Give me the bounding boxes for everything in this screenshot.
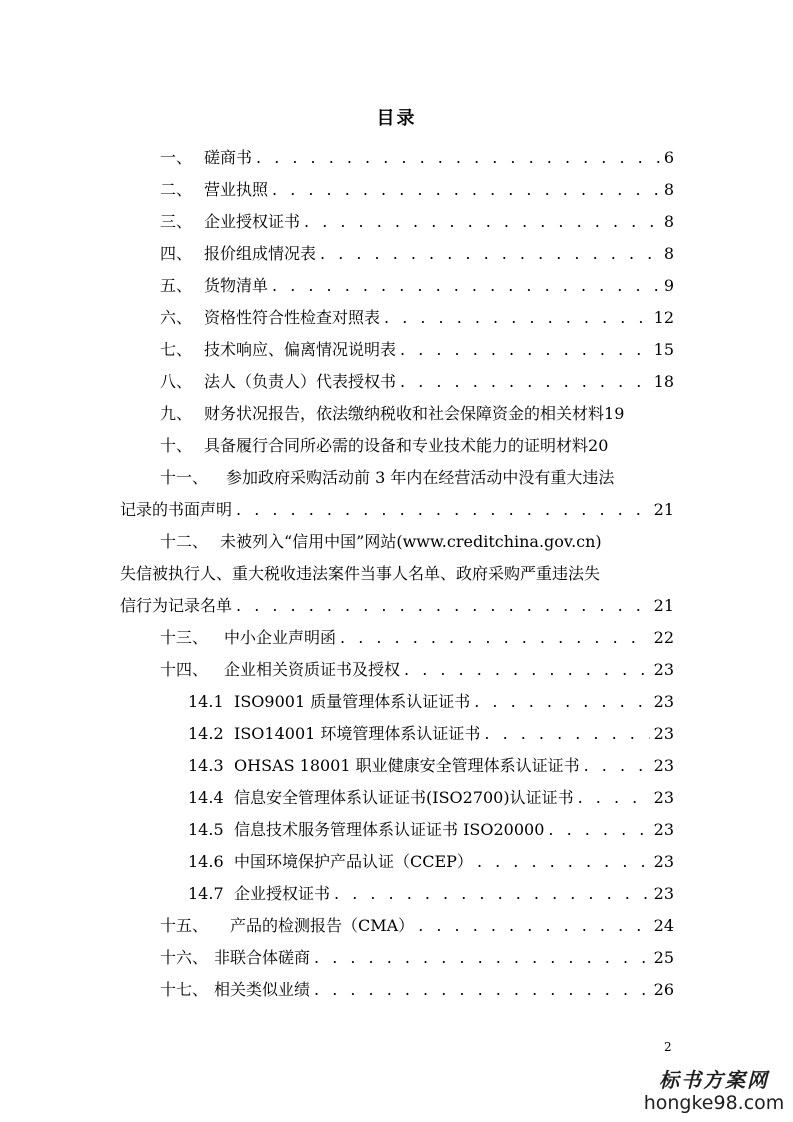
dot-leader	[256, 146, 660, 170]
toc-entry-number: 一、	[160, 148, 193, 167]
toc-subentry[interactable]	[188, 818, 674, 842]
toc-entry-text: 中小企业声明函	[224, 628, 337, 647]
toc-entry-text: 未被列入“信用中国”网站(www.creditchina.gov.cn)	[220, 532, 602, 551]
toc-entry-text: 信行为记录名单	[120, 596, 233, 615]
toc-entry-number: 十、	[160, 436, 193, 455]
toc-entry-page: 23	[653, 724, 674, 743]
toc-entry-number: 14.6	[188, 852, 224, 871]
toc-entry-page: 21	[653, 596, 674, 615]
toc-entry[interactable]	[160, 178, 674, 202]
toc-entry[interactable]	[120, 594, 674, 618]
toc-entry-number: 八、	[160, 372, 193, 391]
dot-leader	[548, 818, 649, 842]
dot-leader	[474, 690, 649, 714]
toc-entry-number: 十二、	[160, 532, 209, 551]
toc-entry[interactable]	[160, 434, 690, 458]
toc-entry-number: 三、	[160, 212, 193, 231]
toc-entry-text: 营业执照	[204, 180, 269, 199]
toc-entry-page: 6	[663, 148, 674, 167]
toc-entry[interactable]	[160, 338, 674, 362]
toc-entry-text: 失信被执行人、重大税收违法案件当事人名单、政府采购严重违法失	[120, 564, 601, 583]
toc-entry-number: 四、	[160, 244, 193, 263]
toc-entry-page: 21	[653, 500, 674, 519]
toc-entry-page: 20	[588, 436, 609, 455]
dot-leader	[400, 338, 650, 362]
toc-entry[interactable]	[160, 946, 674, 970]
toc-subentry[interactable]	[188, 754, 674, 778]
dot-leader	[236, 498, 650, 522]
toc-entry-page: 23	[653, 692, 674, 711]
dot-leader	[314, 978, 650, 1002]
toc-entry-text: 企业相关资质证书及授权	[224, 660, 401, 679]
dot-leader	[272, 274, 660, 298]
dot-leader	[484, 722, 649, 746]
toc-entry[interactable]	[160, 370, 674, 394]
toc-entry-text: 资格性符合性检查对照表	[204, 308, 381, 327]
dot-leader	[304, 210, 660, 234]
toc-entry-page: 25	[653, 948, 674, 967]
toc-entry-number: 十一、	[160, 468, 209, 487]
dot-leader	[334, 882, 650, 906]
dot-leader	[400, 370, 650, 394]
dot-leader	[384, 306, 650, 330]
watermark-title: 标书方案网	[659, 1068, 769, 1092]
toc-entry-number: 十五、	[160, 916, 209, 935]
toc-entry-text: 参加政府采购活动前 3 年内在经营活动中没有重大违法	[226, 468, 615, 487]
toc-entry-page: 22	[653, 628, 674, 647]
toc-entry-text: ISO14001 环境管理体系认证证书	[234, 724, 481, 743]
toc-subentry[interactable]	[188, 850, 674, 874]
toc-entry-line[interactable]	[160, 530, 602, 554]
toc-entry-text: 磋商书	[204, 148, 253, 167]
toc-entry-text: 产品的检测报告（CMA）	[230, 916, 415, 935]
toc-entry-page: 18	[653, 372, 674, 391]
toc-title: 目录	[376, 108, 417, 129]
toc-entry-page: 19	[604, 404, 625, 423]
toc-entry-number: 十六、	[160, 948, 209, 967]
dot-leader	[314, 946, 650, 970]
toc-entry-page: 23	[653, 756, 674, 775]
toc-entry-number: 五、	[160, 276, 193, 295]
toc-entry[interactable]	[160, 978, 674, 1002]
dot-leader	[320, 242, 660, 266]
toc-entry-text: 企业授权证书	[204, 212, 301, 231]
toc-entry-page: 15	[653, 340, 674, 359]
toc-entry-number: 二、	[160, 180, 193, 199]
toc-subentry[interactable]	[188, 722, 674, 746]
toc-entry-number: 十三、	[160, 628, 209, 647]
toc-entry-page: 26	[653, 980, 674, 999]
toc-entry-number: 14.1	[188, 692, 224, 711]
toc-entry-page: 9	[663, 276, 674, 295]
dot-leader	[236, 594, 650, 618]
toc-entry-number: 九、	[160, 404, 193, 423]
toc-entry-text: 记录的书面声明	[120, 500, 233, 519]
toc-entry-page: 8	[663, 212, 674, 231]
toc-subentry[interactable]	[188, 690, 674, 714]
toc-entry-number: 14.5	[188, 820, 224, 839]
toc-entry[interactable]	[120, 498, 674, 522]
toc-entry-text: OHSAS 18001 职业健康安全管理体系认证证书	[234, 756, 580, 775]
page-number: 2	[664, 1040, 672, 1054]
toc-entry-text: 报价组成情况表	[204, 244, 317, 263]
toc-subentry[interactable]	[188, 882, 674, 906]
toc-entry-text: 信息技术服务管理体系认证证书 ISO20000	[234, 820, 545, 839]
toc-entry[interactable]	[160, 402, 690, 426]
toc-entry[interactable]	[160, 914, 674, 938]
toc-entry-text: 法人（负责人）代表授权书	[204, 372, 397, 391]
toc-entry-text: ISO9001 质量管理体系认证证书	[234, 692, 471, 711]
toc-entry-line[interactable]	[160, 466, 614, 490]
toc-entry[interactable]	[160, 306, 674, 330]
toc-entry-line	[120, 562, 600, 586]
toc-subentry[interactable]	[188, 786, 674, 810]
toc-entry-page: 12	[653, 308, 674, 327]
toc-entry[interactable]	[160, 626, 674, 650]
toc-entry[interactable]	[160, 658, 674, 682]
dot-leader	[272, 178, 660, 202]
toc-entry-text: 企业授权证书	[234, 884, 331, 903]
toc-entry-text: 信息安全管理体系认证证书(ISO2700)认证证书	[234, 788, 574, 807]
toc-entry[interactable]	[160, 274, 674, 298]
toc-entry-number: 六、	[160, 308, 193, 327]
toc-entry-number: 七、	[160, 340, 193, 359]
toc-entry-page: 8	[663, 244, 674, 263]
site-watermark	[640, 1068, 788, 1114]
dot-leader	[477, 850, 650, 874]
toc-entry[interactable]	[160, 210, 674, 234]
toc-entry-number: 十七、	[160, 980, 209, 999]
toc-entry-text: 具备履行合同所必需的设备和专业技术能力的证明材料	[204, 436, 589, 455]
toc-entry-text: 相关类似业绩	[214, 980, 311, 999]
toc-entry-text: 财务状况报告，依法缴纳税收和社会保障资金的相关材料	[204, 404, 605, 423]
toc-entry-page: 23	[653, 852, 674, 871]
dot-leader	[404, 658, 650, 682]
dot-leader	[584, 754, 650, 778]
toc-entry-page: 24	[653, 916, 674, 935]
toc-entry-page: 23	[653, 660, 674, 679]
dot-leader	[578, 786, 650, 810]
toc-entry[interactable]	[160, 242, 674, 266]
toc-entry-number: 14.3	[188, 756, 224, 775]
toc-entry-text: 货物清单	[204, 276, 269, 295]
dot-leader	[418, 914, 649, 938]
toc-entry-page: 23	[653, 788, 674, 807]
dot-leader	[340, 626, 650, 650]
toc-entry-page: 23	[653, 820, 674, 839]
toc-entry-number: 14.2	[188, 724, 224, 743]
toc-entry-page: 23	[653, 884, 674, 903]
toc-entry[interactable]	[160, 146, 674, 170]
toc-entry-number: 14.7	[188, 884, 224, 903]
toc-entry-text: 中国环境保护产品认证（CCEP）	[234, 852, 473, 871]
toc-entry-number: 14.4	[188, 788, 224, 807]
watermark-url: hongke98.com	[643, 1092, 785, 1114]
toc-entry-text: 非联合体磋商	[214, 948, 311, 967]
toc-entry-number: 十四、	[160, 660, 209, 679]
toc-entry-text: 技术响应、偏离情况说明表	[204, 340, 397, 359]
toc-entry-page: 8	[663, 180, 674, 199]
